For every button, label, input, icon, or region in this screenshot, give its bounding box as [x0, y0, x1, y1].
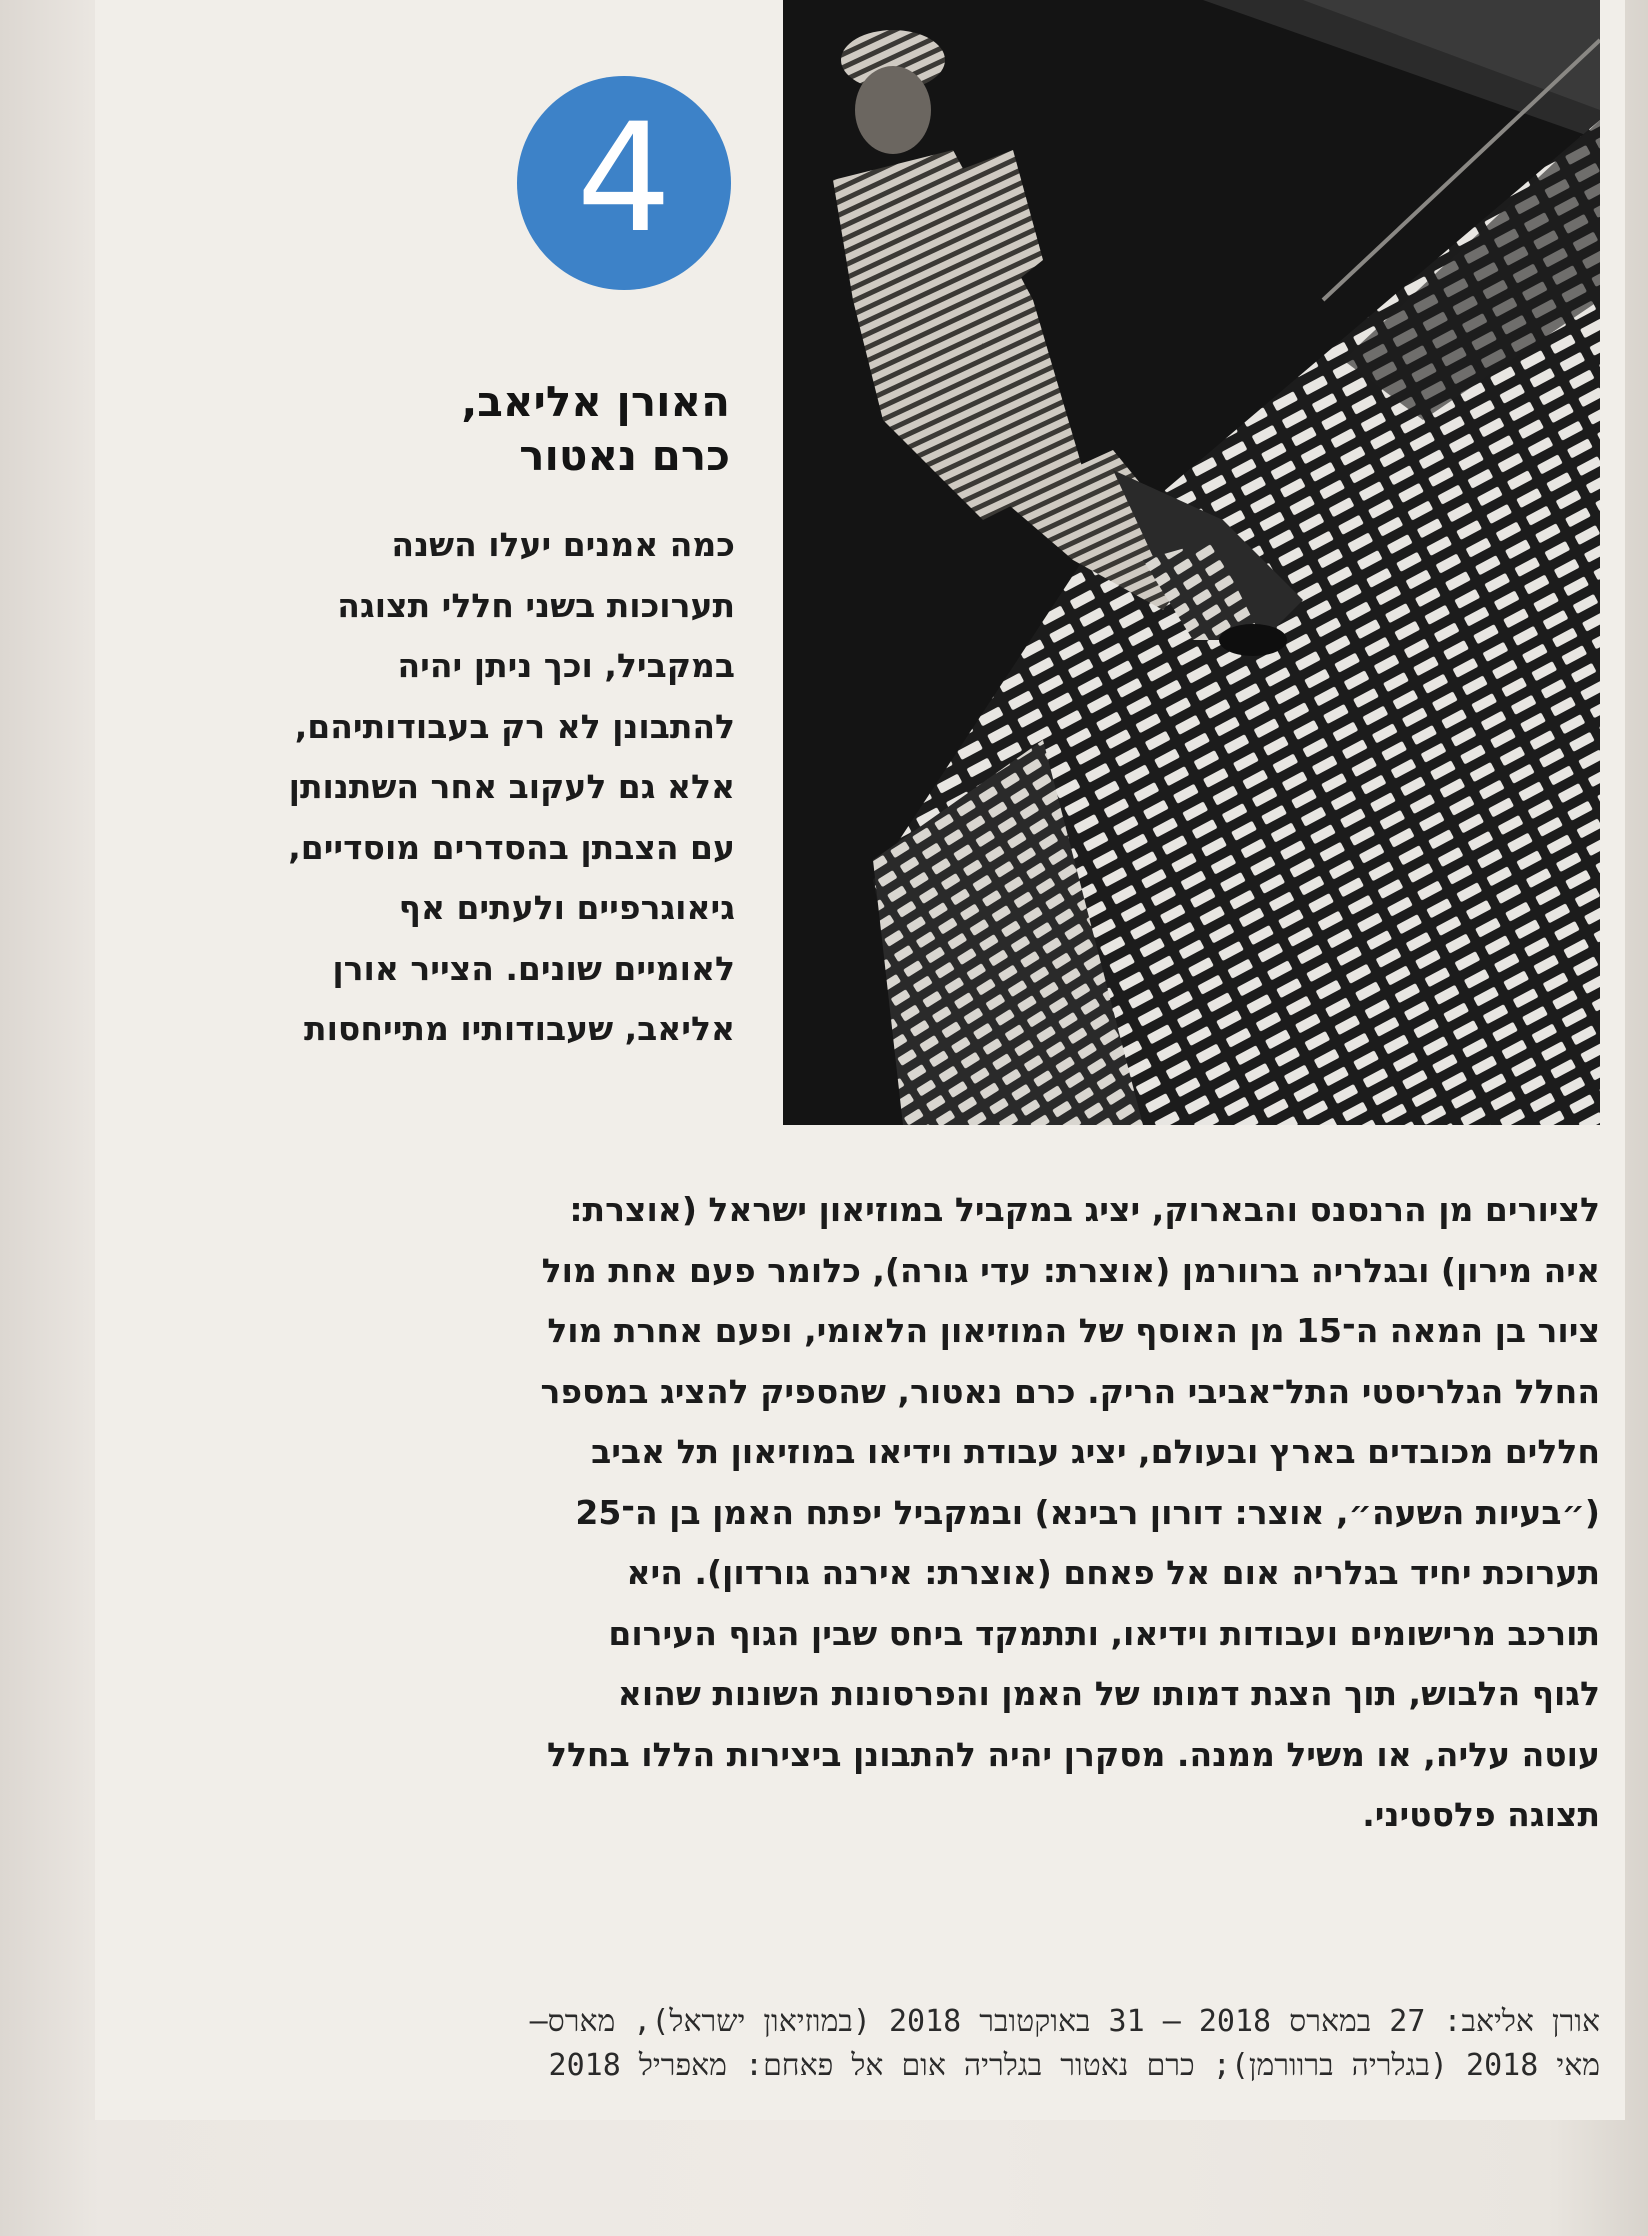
article-body-column: [130, 515, 735, 1060]
body-line: עם הצבתן בהסדרים מוסדיים,: [288, 827, 735, 867]
body-line: להתבונן לא רק בעבודותיהם,: [294, 706, 735, 746]
section-number-badge: [517, 76, 731, 290]
body-line: החלל הגלריסטי התל־אביבי הריק. כרם נאטור, שהספיק להציג במספר: [540, 1371, 1600, 1411]
body-line: תערוכת יחיד בגלריה אום אל פאחם (אוצרת: אירנה גורדון). היא: [626, 1553, 1600, 1592]
credits-line: מאי 2018 (בגלריה ברוורמן); כרם נאטור בגלריה אום אל פאחם: מאפריל 2018: [548, 2048, 1600, 2083]
body-line: חללים מכובדים בארץ ובעולם, יציג עבודת וידיאו במוזיאון תל אביב: [591, 1432, 1600, 1471]
badge-number: 4: [576, 92, 672, 266]
body-line: ציור בן המאה ה־15 מן האוסף של המוזיאון הלאומי, ופעם אחרת מול: [547, 1311, 1600, 1350]
body-line: תערוכות בשני חללי תצוגה: [337, 585, 735, 625]
body-line: (״בעיות השעה״, אוצר: דורון רבינא) ובמקביל יפתח האמן בן ה־25: [575, 1492, 1600, 1532]
article-photo: [783, 0, 1600, 1125]
body-line: תצוגה פלסטיני.: [1362, 1795, 1600, 1834]
body-line: איה מירון) ובגלריה ברוורמן (אוצרת: עדי גורה), כלומר פעם אחת מול: [541, 1250, 1600, 1290]
body-line: אליאב, שעבודותיו מתייחסות: [304, 1009, 735, 1048]
exhibition-credits: [140, 2000, 1600, 2088]
body-line: עוטה עליה, או משיל ממנה. מסקרן יהיה להתבונן ביצירות הללו בחלל: [547, 1734, 1600, 1774]
body-line: לגוף הלבוש, תוך הצגת דמותו של האמן והפרסונות השונות שהוא: [617, 1674, 1600, 1713]
credits-line: אורן אליאב: 27 במארס 2018 — 31 באוקטובר 2018 (במוזיאון ישראל), מארס—: [529, 2004, 1600, 2039]
article-headline: [140, 375, 730, 483]
headline-line: האורן אליאב,: [461, 377, 730, 426]
body-line: אלא גם לעקוב אחר השתנותן: [288, 767, 735, 806]
body-line: לציורים מן הרנסנס והבארוק, יציג במקביל במוזיאון ישראל (אוצרת:: [569, 1190, 1600, 1229]
body-line: במקביל, וכך ניתן יהיה: [397, 646, 735, 685]
headline-line: כרם נאטור: [519, 431, 730, 480]
body-line: כמה אמנים יעלו השנה: [391, 525, 735, 564]
article-body-wide: [130, 1180, 1600, 1846]
photo-figure-on-grid-shadow-icon: [783, 0, 1600, 1125]
body-line: גיאוגרפיים ולעתים אף: [398, 888, 735, 927]
body-line: לאומיים שונים. הצייר אורן: [332, 948, 735, 988]
body-line: תורכב מרישומים ועבודות וידיאו, ותתמקד ביחס שבין הגוף העירום: [608, 1613, 1600, 1653]
